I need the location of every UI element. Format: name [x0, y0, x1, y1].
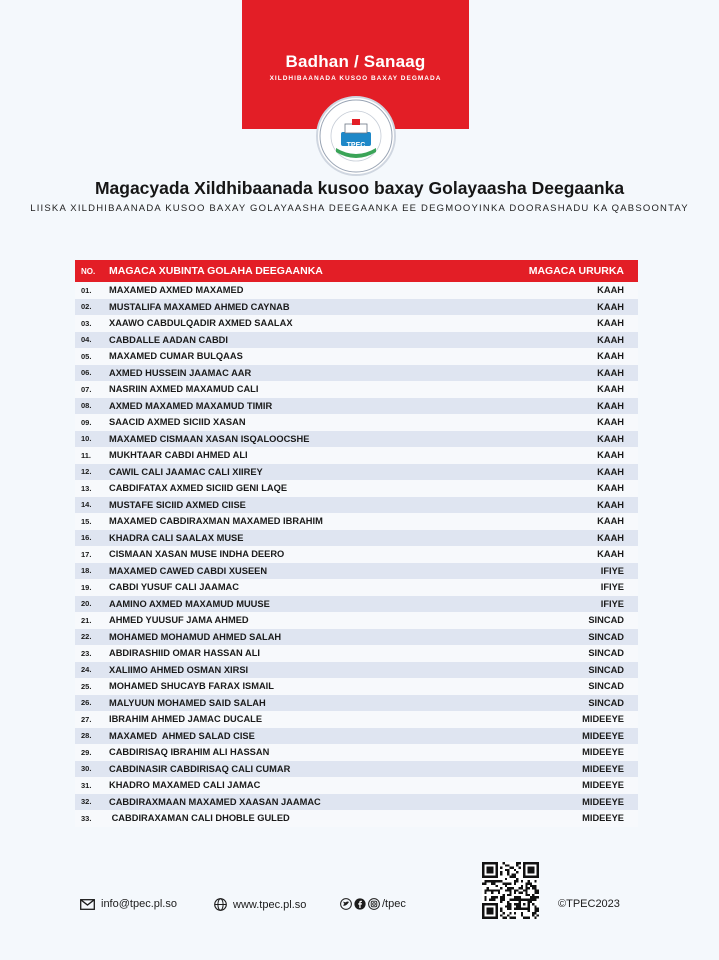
row-number: 28. [81, 731, 92, 741]
row-number: 26. [81, 698, 92, 708]
member-name: ABDIRASHIID OMAR HASSAN ALI [109, 648, 260, 659]
header-party: MAGACA URURKA [528, 265, 624, 277]
row-number: 19. [81, 582, 92, 592]
member-name: CABDIRISAQ IBRAHIM ALI HASSAN [109, 747, 270, 758]
party-name: MIDEEYE [582, 747, 624, 758]
member-name: MAXAMED AXMED MAXAMED [109, 285, 244, 296]
row-number: 02. [81, 302, 92, 312]
party-name: IFIYE [600, 565, 624, 576]
table-row [75, 728, 638, 745]
table-row [75, 794, 638, 811]
party-name: KAAH [597, 384, 624, 395]
member-name: CABDALLE AADAN CABDI [109, 334, 228, 345]
table-row [75, 431, 638, 448]
party-name: KAAH [597, 433, 624, 444]
party-name: KAAH [597, 417, 624, 428]
table-row [75, 695, 638, 712]
party-name: KAAH [597, 483, 624, 494]
instagram-icon [368, 898, 380, 910]
member-name: IBRAHIM AHMED JAMAC DUCALE [109, 714, 263, 725]
member-name: CABDI YUSUF CALI JAAMAC [109, 582, 239, 593]
row-number: 04. [81, 335, 92, 345]
member-name: MAXAMED AHMED SALAD CISE [109, 730, 255, 741]
member-name: MUSTAFE SICIID AXMED CIISE [109, 499, 246, 510]
row-number: 12. [81, 467, 92, 477]
row-number: 16. [81, 533, 92, 543]
twitter-icon [340, 898, 352, 910]
party-name: SINCAD [588, 681, 624, 692]
party-name: MIDEEYE [582, 813, 624, 824]
table-row [75, 398, 638, 415]
table-row [75, 629, 638, 646]
member-name: MOHAMED SHUCAYB FARAX ISMAIL [109, 681, 274, 692]
row-number: 30. [81, 764, 92, 774]
row-number: 10. [81, 434, 92, 444]
table-row [75, 381, 638, 398]
member-name: MUKHTAAR CABDI AHMED ALI [109, 450, 248, 461]
table-row [75, 744, 638, 761]
header-no: NO. [81, 266, 96, 276]
party-name: MIDEEYE [582, 730, 624, 741]
party-name: KAAH [597, 285, 624, 296]
row-number: 31. [81, 780, 92, 790]
member-name: SAACID AXMED SICIID XASAN [109, 417, 246, 428]
member-name: AAMINO AXMED MAXAMUD MUUSE [109, 598, 270, 609]
table-row [75, 315, 638, 332]
member-name: MUSTALIFA MAXAMED AHMED CAYNAB [109, 301, 290, 312]
page-title: Magacyada Xildhibaanada kusoo baxay Golayaasha Deegaanka [94, 178, 625, 198]
member-name: AXMED MAXAMED MAXAMUD TIMIR [109, 400, 273, 411]
table-row [75, 662, 638, 679]
member-name: XALIIMO AHMED OSMAN XIRSI [109, 664, 249, 675]
page-subtitle: LIISKA XILDHIBAANADA KUSOO BAXAY GOLAYAASHA DEEGAANKA EE DEGMOOYINKA DOORASHADU KA QABSOONTAY [30, 203, 689, 214]
row-number: 21. [81, 615, 92, 625]
email-icon [80, 899, 95, 910]
party-name: KAAH [597, 516, 624, 527]
table-row [75, 777, 638, 794]
party-name: KAAH [597, 532, 624, 543]
table-row [75, 530, 638, 547]
party-name: IFIYE [600, 582, 624, 593]
table-row [75, 480, 638, 497]
results-table [75, 260, 638, 827]
table-row [75, 810, 638, 827]
row-number: 08. [81, 401, 92, 411]
row-number: 11. [81, 450, 92, 460]
party-name: IFIYE [600, 598, 624, 609]
copyright-text: ©TPEC2023 [558, 898, 620, 910]
party-name: KAAH [597, 450, 624, 461]
table-row [75, 332, 638, 349]
table-body [75, 282, 638, 827]
party-name: KAAH [597, 351, 624, 362]
row-number: 22. [81, 632, 92, 642]
table-row [75, 546, 638, 563]
member-name: AHMED YUUSUF JAMA AHMED [109, 615, 249, 626]
seal-label: TPEC [346, 142, 366, 149]
member-name: CISMAAN XASAN MUSE INDHA DEERO [109, 549, 285, 560]
member-name: AXMED HUSSEIN JAAMAC AAR [109, 367, 252, 378]
banner-subtitle: XILDHIBAANADA KUSOO BAXAY DEGMADA [269, 75, 442, 82]
footer [0, 898, 719, 916]
table-row [75, 299, 638, 316]
email-text: info@tpec.pl.so [101, 898, 177, 910]
table-row [75, 711, 638, 728]
table-row [75, 414, 638, 431]
party-name: KAAH [597, 334, 624, 345]
party-name: SINCAD [588, 631, 624, 642]
table-row [75, 348, 638, 365]
table-row [75, 761, 638, 778]
party-name: KAAH [597, 318, 624, 329]
facebook-icon [354, 898, 366, 910]
member-name: CAWIL CALI JAAMAC CALI XIIREY [109, 466, 263, 477]
table-header [75, 260, 638, 282]
party-name: MIDEEYE [582, 763, 624, 774]
party-name: KAAH [597, 367, 624, 378]
table-row [75, 596, 638, 613]
row-number: 03. [81, 318, 92, 328]
row-number: 15. [81, 516, 92, 526]
table-row [75, 497, 638, 514]
row-number: 18. [81, 566, 92, 576]
banner-title: Badhan / Sanaag [285, 52, 426, 71]
tpec-logo [316, 96, 396, 176]
row-number: 27. [81, 714, 92, 724]
party-name: SINCAD [588, 697, 624, 708]
party-name: KAAH [597, 400, 624, 411]
footer-social[interactable] [340, 898, 406, 910]
row-number: 29. [81, 747, 92, 757]
party-name: KAAH [597, 499, 624, 510]
row-number: 32. [81, 797, 92, 807]
row-number: 24. [81, 665, 92, 675]
row-number: 14. [81, 500, 92, 510]
member-name: MALYUUN MOHAMED SAID SALAH [109, 697, 266, 708]
party-name: SINCAD [588, 615, 624, 626]
row-number: 33. [81, 813, 92, 823]
website-text: www.tpec.pl.so [233, 898, 307, 911]
member-name: CABDIRAXMAAN MAXAMED XAASAN JAAMAC [109, 796, 321, 807]
member-name: XAAWO CABDULQADIR AXMED SAALAX [109, 318, 293, 329]
member-name: MAXAMED CAWED CABDI XUSEEN [109, 565, 268, 576]
member-name: CABDIFATAX AXMED SICIID GENI LAQE [109, 483, 288, 494]
row-number: 17. [81, 549, 92, 559]
row-number: 25. [81, 681, 92, 691]
row-number: 01. [81, 285, 92, 295]
member-name: NASRIIN AXMED MAXAMUD CALI [109, 384, 259, 395]
header-name: MAGACA XUBINTA GOLAHA DEEGAANKA [109, 265, 323, 277]
table-row [75, 645, 638, 662]
table-row [75, 579, 638, 596]
row-number: 05. [81, 351, 92, 361]
row-number: 06. [81, 368, 92, 378]
footer-email[interactable] [80, 898, 177, 910]
member-name: KHADRA CALI SAALAX MUSE [109, 532, 244, 543]
table-row [75, 513, 638, 530]
footer-copyright [558, 898, 620, 910]
party-name: KAAH [597, 549, 624, 560]
party-name: MIDEEYE [582, 780, 624, 791]
member-name: CABDIRAXAMAN CALI DHOBLE GULED [109, 813, 290, 824]
member-name: MAXAMED CUMAR BULQAAS [109, 351, 243, 362]
party-name: KAAH [597, 466, 624, 477]
party-name: KAAH [597, 301, 624, 312]
row-number: 07. [81, 384, 92, 394]
table-row [75, 464, 638, 481]
table-row [75, 612, 638, 629]
member-name: MAXAMED CABDIRAXMAN MAXAMED IBRAHIM [109, 516, 323, 527]
table-row [75, 447, 638, 464]
table-row [75, 678, 638, 695]
member-name: MAXAMED CISMAAN XASAN ISQALOOCSHE [109, 433, 310, 444]
table-row [75, 365, 638, 382]
party-name: SINCAD [588, 648, 624, 659]
footer-website[interactable] [214, 898, 306, 911]
table-row [75, 563, 638, 580]
member-name: CABDINASIR CABDIRISAQ CALI CUMAR [109, 763, 291, 774]
party-name: SINCAD [588, 664, 624, 675]
party-name: MIDEEYE [582, 714, 624, 725]
row-number: 13. [81, 483, 92, 493]
social-handle: /tpec [382, 898, 406, 910]
table-row [75, 282, 638, 299]
row-number: 20. [81, 599, 92, 609]
member-name: KHADRO MAXAMED CALI JAMAC [109, 780, 261, 791]
globe-icon [214, 898, 227, 911]
row-number: 09. [81, 417, 92, 427]
row-number: 23. [81, 648, 92, 658]
member-name: MOHAMED MOHAMUD AHMED SALAH [109, 631, 282, 642]
party-name: MIDEEYE [582, 796, 624, 807]
